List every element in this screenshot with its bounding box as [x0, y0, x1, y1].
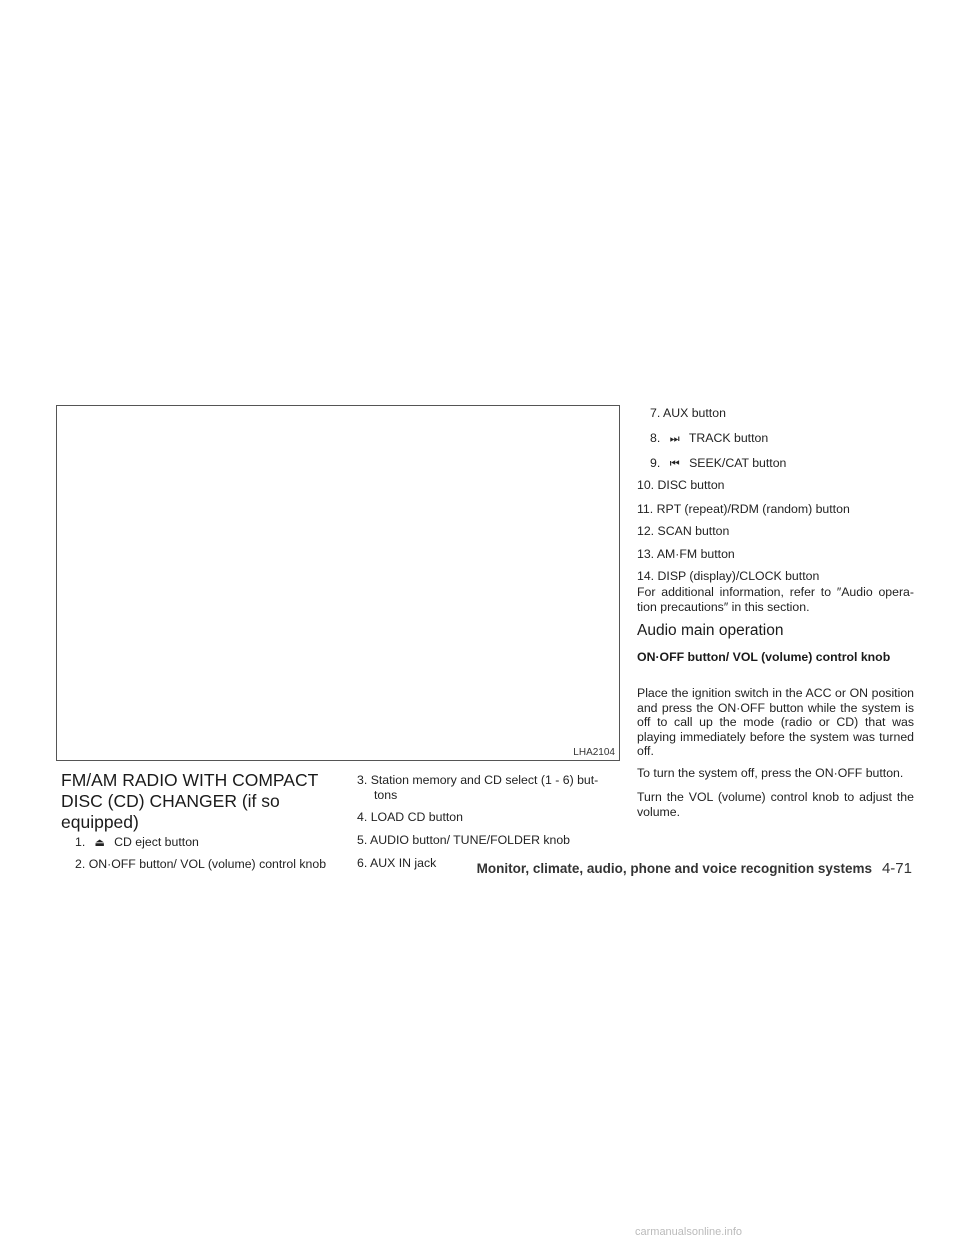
eject-icon: ⏏: [94, 837, 105, 849]
subsection-title: Audio main operation: [637, 622, 784, 639]
item-number: 13.: [637, 547, 655, 561]
item-number: 4.: [357, 810, 368, 824]
item-number: 9.: [650, 456, 661, 470]
item-label: LOAD CD button: [370, 810, 463, 824]
item-label: ON·OFF button/ VOL (volume) control knob: [88, 857, 327, 871]
item-number: 10.: [637, 478, 655, 492]
control-heading: ON·OFF button/ VOL (volume) control knob: [637, 650, 891, 664]
additional-info-text: For additional information, refer to ″Audio opera- tion precautions″ in this section.: [637, 585, 914, 614]
item-number: 12.: [637, 524, 655, 538]
list-item: [75, 835, 199, 851]
paragraph: Turn the VOL (volume) control knob to adjust the volume.: [637, 790, 914, 819]
figure-code: LHA2104: [573, 747, 615, 758]
item-label: AUX IN jack: [370, 856, 437, 870]
list-item: [357, 856, 436, 871]
item-label: RPT (repeat)/RDM (random) button: [656, 502, 850, 516]
list-item: [650, 406, 726, 421]
item-label: DISP (display)/CLOCK button: [657, 569, 820, 583]
list-item: [637, 547, 735, 562]
item-number: 6.: [357, 856, 368, 870]
list-item: [357, 810, 463, 825]
item-number: 5.: [357, 833, 368, 847]
list-item: [650, 456, 786, 472]
figure-frame: [56, 405, 620, 761]
item-label: SCAN button: [657, 524, 730, 538]
list-item: [637, 502, 850, 517]
page-footer: [452, 860, 912, 877]
list-item: [650, 431, 768, 447]
item-label-cont: tons: [374, 788, 398, 802]
track-forward-icon: ⏭: [669, 433, 680, 445]
item-label: Station memory and CD select (1 - 6) but-: [370, 773, 599, 787]
item-label: AM·FM button: [656, 547, 735, 561]
item-label: DISC button: [657, 478, 725, 492]
list-item: [357, 833, 570, 848]
item-label: CD eject button: [114, 835, 199, 849]
item-label: TRACK button: [688, 431, 769, 445]
item-number: 7.: [650, 406, 661, 420]
seek-back-icon: ⏮: [669, 458, 680, 470]
item-number: 14.: [637, 569, 655, 583]
item-number: 11.: [637, 502, 654, 516]
item-label: SEEK/CAT button: [689, 456, 787, 470]
paragraph: To turn the system off, press the ON·OFF button.: [637, 766, 904, 780]
watermark: carmanualsonline.info: [635, 1226, 743, 1238]
item-label: AUDIO button/ TUNE/FOLDER knob: [370, 833, 571, 847]
list-item: [75, 857, 326, 872]
footer-title: Monitor, climate, audio, phone and voice recognition systems: [476, 861, 872, 876]
section-title: FM/AM RADIO WITH COMPACT DISC (CD) CHANGER (if so equipped): [61, 770, 318, 832]
item-number: 8.: [650, 431, 661, 445]
list-item-continuation: [374, 788, 397, 803]
list-item: [357, 773, 598, 788]
item-label: AUX button: [663, 406, 726, 420]
paragraph: Place the ignition switch in the ACC or ON position and press the ON·OFF button while the system is off to call up the mode (radio or CD) that was playing immediately before the system was turned off.: [637, 686, 914, 759]
list-item: [637, 478, 725, 493]
page-number: 4-71: [881, 860, 912, 877]
list-item: [637, 569, 819, 584]
item-number: 3.: [357, 773, 368, 787]
item-number: 2.: [75, 857, 86, 871]
list-item: [637, 524, 729, 539]
item-number: 1.: [75, 835, 86, 849]
